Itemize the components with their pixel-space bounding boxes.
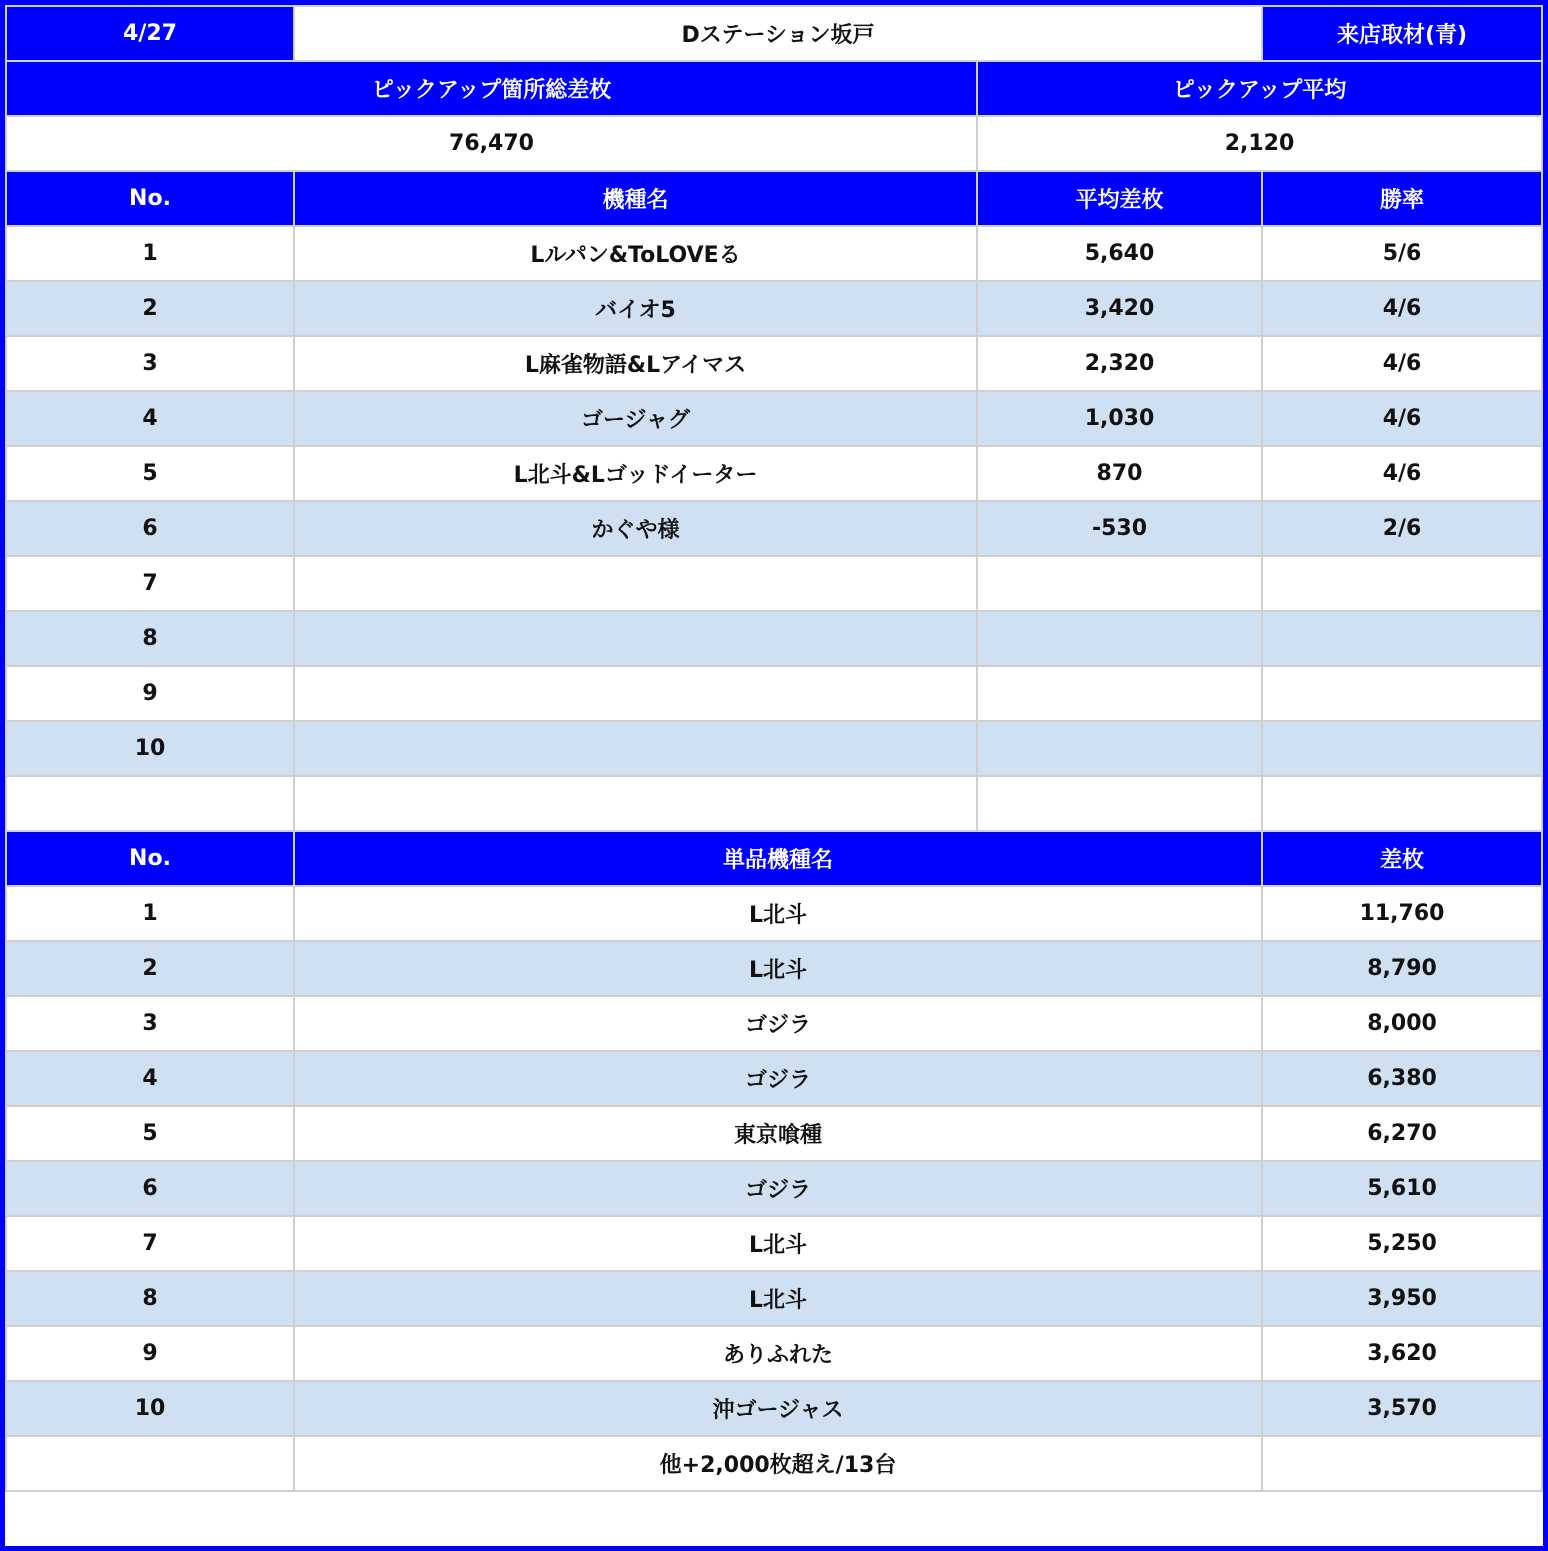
- single-col-name: 単品機種名: [294, 831, 1262, 886]
- single-diff: 3,570: [1262, 1381, 1542, 1436]
- single-row: [6, 1271, 1542, 1326]
- pickup-no: 8: [6, 611, 294, 666]
- pickup-avg: 2,320: [977, 336, 1262, 391]
- total-value: 76,470: [6, 116, 977, 171]
- pickup-row: [6, 446, 1542, 501]
- pickup-avg: 870: [977, 446, 1262, 501]
- pickup-no: [6, 776, 294, 831]
- single-diff: 6,380: [1262, 1051, 1542, 1106]
- pickup-no: 5: [6, 446, 294, 501]
- pickup-no: 9: [6, 666, 294, 721]
- report-table: [5, 5, 1543, 1492]
- single-row: [6, 1106, 1542, 1161]
- pickup-win: 5/6: [1262, 226, 1542, 281]
- single-no: 10: [6, 1381, 294, 1436]
- single-no: 1: [6, 886, 294, 941]
- pickup-avg: 1,030: [977, 391, 1262, 446]
- pickup-name: [294, 666, 977, 721]
- single-col-diff: 差枚: [1262, 831, 1542, 886]
- pickup-win: 4/6: [1262, 446, 1542, 501]
- single-name: 沖ゴージャス: [294, 1381, 1262, 1436]
- pickup-row: [6, 776, 1542, 831]
- pickup-avg: [977, 556, 1262, 611]
- single-row: [6, 1161, 1542, 1216]
- pickup-avg: [977, 611, 1262, 666]
- event-cell: 来店取材(青): [1262, 6, 1542, 61]
- pickup-col-win: 勝率: [1262, 171, 1542, 226]
- single-diff: 11,760: [1262, 886, 1542, 941]
- pickup-win: [1262, 721, 1542, 776]
- pickup-row: [6, 721, 1542, 776]
- pickup-no: 1: [6, 226, 294, 281]
- single-row: [6, 1326, 1542, 1381]
- pickup-win: [1262, 611, 1542, 666]
- pickup-no: 3: [6, 336, 294, 391]
- pickup-name: バイオ5: [294, 281, 977, 336]
- pickup-win: [1262, 556, 1542, 611]
- single-footer-row: [6, 1436, 1542, 1491]
- single-name: ゴジラ: [294, 996, 1262, 1051]
- total-label: ピックアップ箇所総差枚: [6, 61, 977, 116]
- pickup-row: [6, 556, 1542, 611]
- single-name: L北斗: [294, 1271, 1262, 1326]
- report-body: [6, 6, 1542, 1491]
- single-no: 7: [6, 1216, 294, 1271]
- single-name: L北斗: [294, 886, 1262, 941]
- pickup-avg: [977, 666, 1262, 721]
- single-row: [6, 941, 1542, 996]
- summary-value-row: [6, 116, 1542, 171]
- store-name-cell: Dステーション坂戸: [294, 6, 1262, 61]
- single-header-row: [6, 831, 1542, 886]
- single-no: 8: [6, 1271, 294, 1326]
- pickup-win: 4/6: [1262, 391, 1542, 446]
- avg-value: 2,120: [977, 116, 1542, 171]
- pickup-name: L麻雀物語&Lアイマス: [294, 336, 977, 391]
- single-name: ゴジラ: [294, 1051, 1262, 1106]
- pickup-avg: -530: [977, 501, 1262, 556]
- avg-label: ピックアップ平均: [977, 61, 1542, 116]
- single-row: [6, 1381, 1542, 1436]
- pickup-avg: [977, 721, 1262, 776]
- pickup-col-name: 機種名: [294, 171, 977, 226]
- single-diff: 8,790: [1262, 941, 1542, 996]
- pickup-col-no: No.: [6, 171, 294, 226]
- pickup-name: ゴージャグ: [294, 391, 977, 446]
- single-no: 9: [6, 1326, 294, 1381]
- pickup-avg: [977, 776, 1262, 831]
- single-diff: 6,270: [1262, 1106, 1542, 1161]
- pickup-header-row: [6, 171, 1542, 226]
- single-row: [6, 996, 1542, 1051]
- single-diff: 8,000: [1262, 996, 1542, 1051]
- pickup-name: [294, 556, 977, 611]
- pickup-name: L北斗&Lゴッドイーター: [294, 446, 977, 501]
- single-row: [6, 886, 1542, 941]
- single-no: 4: [6, 1051, 294, 1106]
- pickup-row: [6, 391, 1542, 446]
- single-name: 東京喰種: [294, 1106, 1262, 1161]
- date-cell: 4/27: [6, 6, 294, 61]
- single-diff: 3,950: [1262, 1271, 1542, 1326]
- single-no: 5: [6, 1106, 294, 1161]
- footer-diff: [1262, 1436, 1542, 1491]
- pickup-row: [6, 611, 1542, 666]
- pickup-row: [6, 226, 1542, 281]
- pickup-no: 6: [6, 501, 294, 556]
- single-diff: 5,250: [1262, 1216, 1542, 1271]
- pickup-row: [6, 281, 1542, 336]
- single-no: 6: [6, 1161, 294, 1216]
- pickup-no: 10: [6, 721, 294, 776]
- pickup-no: 2: [6, 281, 294, 336]
- footer-no: [6, 1436, 294, 1491]
- single-row: [6, 1216, 1542, 1271]
- pickup-win: [1262, 776, 1542, 831]
- single-no: 3: [6, 996, 294, 1051]
- pickup-row: [6, 666, 1542, 721]
- single-col-no: No.: [6, 831, 294, 886]
- pickup-win: [1262, 666, 1542, 721]
- pickup-name: Lルパン&ToLOVEる: [294, 226, 977, 281]
- pickup-win: 4/6: [1262, 281, 1542, 336]
- pickup-avg: 5,640: [977, 226, 1262, 281]
- single-no: 2: [6, 941, 294, 996]
- title-row: [6, 6, 1542, 61]
- pickup-name: かぐや様: [294, 501, 977, 556]
- pickup-win: 4/6: [1262, 336, 1542, 391]
- single-diff: 3,620: [1262, 1326, 1542, 1381]
- single-name: L北斗: [294, 1216, 1262, 1271]
- pickup-no: 4: [6, 391, 294, 446]
- pickup-name: [294, 611, 977, 666]
- summary-header-row: [6, 61, 1542, 116]
- pickup-name: [294, 776, 977, 831]
- pickup-col-avg: 平均差枚: [977, 171, 1262, 226]
- pickup-avg: 3,420: [977, 281, 1262, 336]
- single-diff: 5,610: [1262, 1161, 1542, 1216]
- pickup-no: 7: [6, 556, 294, 611]
- single-name: ありふれた: [294, 1326, 1262, 1381]
- pickup-row: [6, 336, 1542, 391]
- footer-note: 他+2,000枚超え/13台: [294, 1436, 1262, 1491]
- pickup-win: 2/6: [1262, 501, 1542, 556]
- pickup-row: [6, 501, 1542, 556]
- single-name: ゴジラ: [294, 1161, 1262, 1216]
- single-row: [6, 1051, 1542, 1106]
- single-name: L北斗: [294, 941, 1262, 996]
- pickup-name: [294, 721, 977, 776]
